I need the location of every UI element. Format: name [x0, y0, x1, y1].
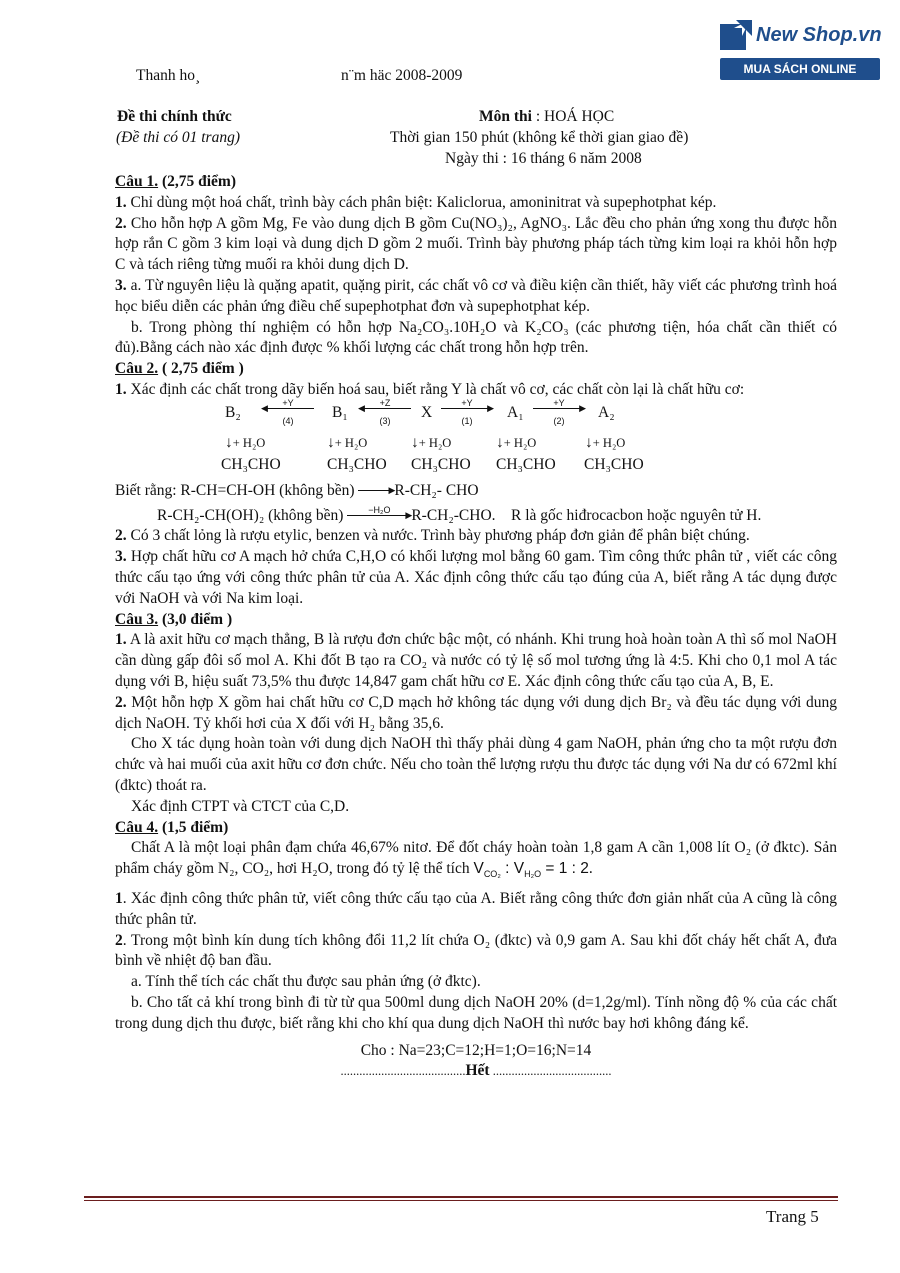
q1-item-3a: 3. a. Từ nguyên liệu là quặng apatit, quặng pirit, các chất vô cơ và điều kiện cần thiết, hãy viết các phương trình hoá học biểu diễn các phản ứng điều chế supephotphat đơn và supephotphat kép.	[115, 276, 837, 315]
q2-item-2: 2. Có 3 chất lỏng là rượu etylic, benzen và nước. Trình bày phương pháp đơn giản để phân biệt chúng.	[115, 527, 750, 545]
q4-item-2: 2. Trong một bình kín dung tích không đổi 11,2 lít chứa O₂ (đktc) và 0,9 gam A. Sau khi đốt cháy hết chất A, đưa bình về nhiệt độ ban đầu.	[115, 931, 837, 970]
subject-line	[479, 108, 614, 126]
newshop-arrow-icon	[720, 20, 752, 50]
reaction-scheme	[115, 397, 837, 481]
q2-heading: Câu 2. ( 2,75 điểm )	[115, 360, 244, 378]
arrow-4: +Y ◀ (4)	[262, 402, 314, 416]
q4-item-1: 1. Xác định công thức phân tử, viết công thức cấu tạo của A. Biết rằng công thức đơn giản nhất của A cũng là công thức phân tử.	[115, 890, 837, 928]
logo-brand-text: New Shop.vn	[756, 24, 882, 46]
product-2: CH₃CHO	[327, 455, 387, 473]
subject-label: Môn thi	[479, 108, 532, 125]
q2-note-2: R-CH₂-CH(OH)₂ (không bền) −H₂O ▶ R-CH₂-CHO. R là gốc hiđrocacbon hoặc nguyên tử H.	[157, 505, 762, 524]
q3-item-2b: Cho X tác dụng hoàn toàn với dung dịch NaOH thì thấy phải dùng 4 gam NaOH, phản ứng cho ta một rượu đơn chức và hai muối của axit hữu cơ đơn chức. Nếu cho toàn thể lượng rượu thu được tác dụng với Na dư có 672ml khí (đktc) thoát ra.	[115, 735, 837, 794]
q3-heading: Câu 3. (3,0 điểm )	[115, 610, 233, 628]
hydration-5: ↓ + H₂O	[585, 433, 626, 451]
scheme-b1: B₁	[332, 403, 348, 421]
q4-item-2a: a. Tính thể tích các chất thu được sau phản ứng (ở đktc).	[131, 973, 481, 991]
header-left: Thanh ho¸	[136, 67, 201, 84]
hydration-2: ↓ + H₂O	[327, 433, 368, 451]
exam-date: Ngày thi : 16 tháng 6 năm 2008	[445, 150, 642, 167]
duration: Thời gian 150 phút (không kể thời gian giao đề)	[390, 129, 689, 146]
arrow-3: +Z ◀ (3)	[359, 402, 411, 416]
footer-rule-thin	[84, 1200, 838, 1201]
hydration-3: ↓ + H₂O	[411, 433, 452, 451]
exam-content	[115, 172, 837, 1082]
product-3: CH₃CHO	[411, 455, 471, 473]
scheme-a2: A₂	[598, 403, 615, 421]
pages-note: (Đề thi có 01 trang)	[116, 129, 240, 146]
q1-heading: Câu 1. (2,75 điểm)	[115, 173, 236, 190]
q2-item-1: 1. Xác định các chất trong dãy biến hoá sau, biết rằng Y là chất vô cơ, các chất còn lại là chất hữu cơ:	[115, 380, 745, 398]
q4-intro: Chất A là một loại phân đạm chứa 46,67% nitơ. Để đốt cháy hoàn toàn 1,8 gam A cần 1,008 lít O₂ (ở đktc). Sản phẩm cháy gồm N₂, CO₂, hơi H₂O, trong đó tỷ lệ thể tích $V_{CO_2}$ : $V_{H_2O} = 1$ : 2.	[115, 839, 837, 880]
q1-item-2: 2. Cho hỗn hợp A gồm Mg, Fe vào dung dịch B gồm Cu(NO₃)₂, AgNO₃. Lắc đều cho phản ứng xong thu được hỗn hợp rắn C gồm 3 kim loại và dung dịch D gồm 2 muối. Trình bày phương pháp tách từng kim loại ra khỏi hỗn hợp C và tách riêng từng muối ra khỏi dung dịch D.	[115, 214, 837, 274]
product-5: CH₃CHO	[584, 455, 644, 473]
product-1: CH₃CHO	[221, 455, 281, 473]
logo-banner: MUA SÁCH ONLINE	[720, 58, 880, 80]
q2-note-1: Biết rằng: R-CH=CH-OH (không bền) ▶ R-CH₂- CHO	[115, 481, 479, 499]
arrow-2: +Y ▶ (2)	[533, 402, 585, 416]
newshop-logo	[716, 14, 884, 84]
hydration-4: ↓ + H₂O	[496, 433, 537, 451]
end-marker: ........................................Hết ......................................	[340, 1062, 612, 1080]
exam-type: Đề thi chính thức	[117, 108, 232, 125]
q2-item-3: 3. Hợp chất hữu cơ A mạch hở chứa C,H,O có khối lượng mol bằng 60 gam. Tìm công thức phân tử , viết các công thức cấu tạo ứng với công thức phân tử của A. Xác định công thức cấu tạo đúng của A, biết rằng A tác dụng được với NaOH và với Na kim loại.	[115, 548, 837, 607]
scheme-b2: B₂	[225, 403, 241, 421]
scheme-a1: A₁	[507, 403, 524, 421]
subject-name: : HOÁ HỌC	[531, 108, 615, 125]
arrow-1: +Y ▶ (1)	[441, 402, 493, 416]
q3-item-2c: Xác định CTPT và CTCT của C,D.	[131, 797, 350, 815]
hydration-1: ↓ + H₂O	[225, 433, 266, 451]
page-number: Trang 5	[766, 1207, 819, 1226]
volume-ratio: $V_{CO_2}$ : $V_{H_2O} = 1$ : 2	[473, 860, 589, 880]
q1-item-1: 1. Chỉ dùng một hoá chất, trình bày cách phân biệt: Kaliclorua, amoninitrat và supephotphat kép.	[115, 193, 717, 211]
product-4: CH₃CHO	[496, 455, 556, 473]
q4-heading: Câu 4. (1,5 điểm)	[115, 818, 229, 836]
q3-item-2: 2. Một hỗn hợp X gồm hai chất hữu cơ C,D mạch hở không tác dụng với dung dịch Br₂ và đều tác dụng với dung dịch NaOH. Tỷ khối hơi của X đối với H₂ bằng 35,6.	[115, 693, 837, 732]
q1-item-3b: b. Trong phòng thí nghiệm có hỗn hợp Na₂CO₃.10H₂O và K₂CO₃ (các phương tiện, hóa chất cần thiết có đủ).Bằng cách nào xác định được % khối lượng các chất trong hỗn hợp trên.	[115, 318, 837, 357]
footer-rule	[84, 1196, 838, 1198]
q3-item-1: 1. A là axit hữu cơ mạch thẳng, B là rượu đơn chức bậc một, có nhánh. Khi trung hoà hoàn toàn A thì số mol NaOH cần dùng gấp đôi số mol A. Khi đốt B tạo ra CO₂ và nước có tỷ lệ số mol tương ứng là 4:5. Khi cho 0,1 mol A tác dụng với B, hiệu suất 73,5% thu được 14,847 gam chất hữu cơ E. Xác định công thức cấu tạo của A, B, E.	[115, 631, 837, 690]
header-right: n¨m häc 2008-2009	[341, 67, 463, 84]
q4-item-2b: b. Cho tất cả khí trong bình đi từ từ qua 500ml dung dịch NaOH 20% (d=1,2g/ml). Tính nồng độ % của các chất trong dung dịch thu được, biết rằng khi cho khí qua dung dịch NaOH thì nước bay hơi không đáng kể.	[115, 993, 837, 1032]
given-masses: Cho : Na=23;C=12;H=1;O=16;N=14	[360, 1041, 592, 1059]
scheme-x: X	[421, 403, 433, 421]
